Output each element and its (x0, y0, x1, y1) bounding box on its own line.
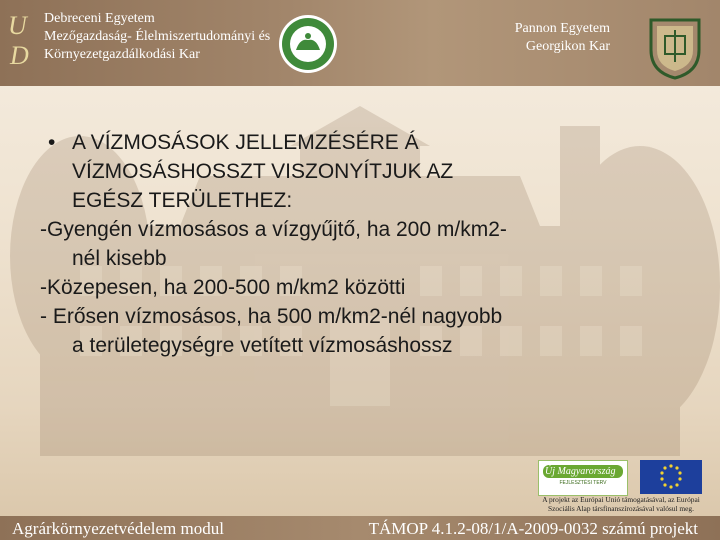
left-title-line: Mezőgazdaság- Élelmiszertudományi és (44, 29, 271, 44)
funding-notice (532, 496, 710, 513)
eu-flag-logo (640, 460, 702, 494)
university-seal-icon (278, 14, 338, 74)
list-item (40, 302, 680, 360)
list-item (40, 273, 680, 302)
list-item-line: - Erősen vízmosásos, ha 500 m/km2-nél nagyobb (40, 305, 503, 328)
heading-line: EGÉSZ TERÜLETHEZ: (72, 189, 293, 212)
svg-text:U: U (8, 11, 27, 40)
svg-text:D: D (10, 41, 29, 68)
slide-body-text (40, 128, 680, 360)
header-bar (0, 0, 720, 86)
ud-logo-icon (6, 8, 36, 68)
list-item-line: -Közepesen, ha 200-500 m/km2 közötti (40, 276, 406, 299)
right-title-line: Georgikon Kar (525, 39, 610, 54)
left-title-line: Debreceni Egyetem (44, 11, 155, 26)
eu-stars-icon (640, 460, 702, 494)
left-title-line: Környezetgazdálkodási Kar (44, 47, 200, 62)
list-item (40, 215, 680, 273)
right-title-line: Pannon Egyetem (514, 21, 610, 36)
funding-logos (532, 460, 710, 518)
uj-magyarorszag-sublabel: FEJLESZTÉSI TERV (559, 480, 607, 486)
funding-notice-line: A projekt az Európai Unió támogatásával, az Európai (542, 495, 700, 504)
funding-notice-line: Szociális Alap társfinanszírozásával valósul meg. (548, 503, 694, 513)
list-item-continuation: nél kisebb (72, 247, 167, 270)
heading-line: VÍZMOSÁSHOSSZT VISZONYÍTJUK AZ (72, 160, 454, 183)
list-item-line: -Gyengén vízmosásos a vízgyűjtő, ha 200 m/km2- (40, 218, 507, 241)
module-name: Agrárkörnyezetvédelem modul (12, 519, 224, 538)
right-institution-title (513, 20, 610, 56)
project-id: TÁMOP 4.1.2-08/1/A-2009-0032 számú projekt (368, 519, 698, 538)
georgikon-seal-icon (645, 14, 705, 80)
list-item-continuation: a területegységre vetített vízmosáshossz (72, 334, 453, 357)
heading-line: A VÍZMOSÁSOK JELLEMZÉSÉRE Á (72, 131, 419, 154)
left-institution-title (44, 10, 270, 64)
uj-magyarorszag-logo (538, 460, 628, 496)
uj-magyarorszag-label: Új Magyarország (543, 465, 623, 478)
footer-bar (0, 516, 720, 540)
bullet-icon: • (48, 131, 56, 154)
bullet-heading (40, 128, 680, 215)
